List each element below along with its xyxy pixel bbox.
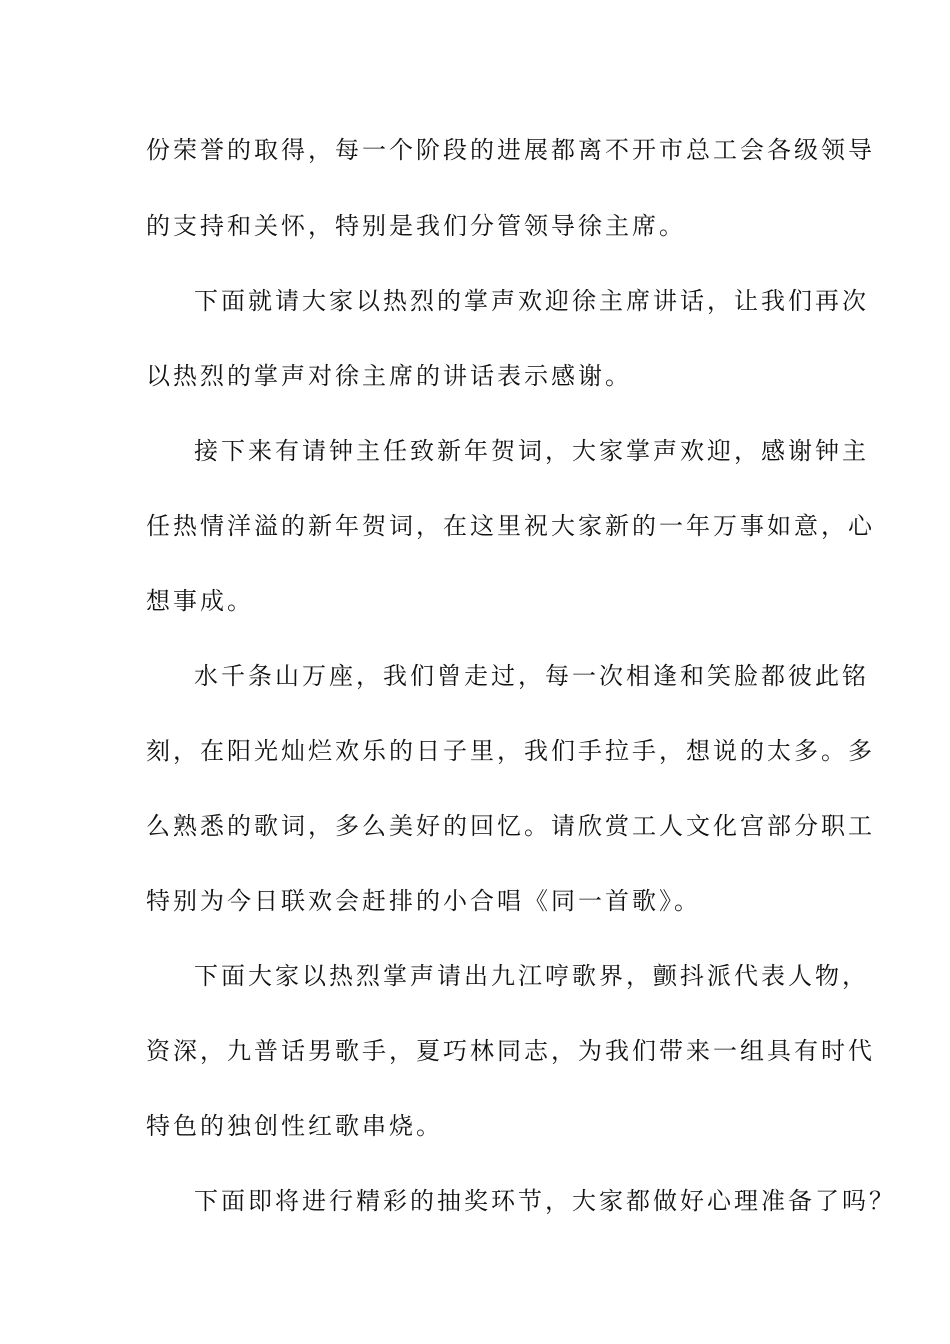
text-line: 想事成。 bbox=[146, 587, 254, 615]
text-line: 的支持和关怀，特别是我们分管领导徐主席。 bbox=[146, 212, 686, 240]
text-line: 资深，九普话男歌手，夏巧林同志，为我们带来一组具有时代 bbox=[146, 1037, 875, 1065]
text-line: 特色的独创性红歌串烧。 bbox=[146, 1112, 443, 1140]
paragraph-first-line: 水千条山万座，我们曾走过，每一次相逢和笑脸都彼此铭 bbox=[194, 662, 869, 690]
text-line: 特别为今日联欢会赶排的小合唱《同一首歌》。 bbox=[146, 887, 701, 915]
text-line: 以热烈的掌声对徐主席的讲话表示感谢。 bbox=[146, 362, 632, 390]
text-line: 刻，在阳光灿烂欢乐的日子里，我们手拉手，想说的太多。多 bbox=[146, 737, 875, 765]
paragraph-first-line: 下面就请大家以热烈的掌声欢迎徐主席讲话，让我们再次 bbox=[194, 287, 869, 315]
text-line: 任热情洋溢的新年贺词，在这里祝大家新的一年万事如意，心 bbox=[146, 512, 875, 540]
paragraph-first-line: 接下来有请钟主任致新年贺词，大家掌声欢迎，感谢钟主 bbox=[194, 437, 869, 465]
paragraph-first-line: 下面大家以热烈掌声请出九江哼歌界，颤抖派代表人物， bbox=[194, 962, 869, 990]
paragraph-first-line: 下面即将进行精彩的抽奖环节，大家都做好心理准备了吗？ bbox=[194, 1187, 896, 1215]
text-line: 么熟悉的歌词，多么美好的回忆。请欣赏工人文化宫部分职工 bbox=[146, 812, 875, 840]
text-line: 份荣誉的取得，每一个阶段的进展都离不开市总工会各级领导 bbox=[146, 136, 875, 164]
